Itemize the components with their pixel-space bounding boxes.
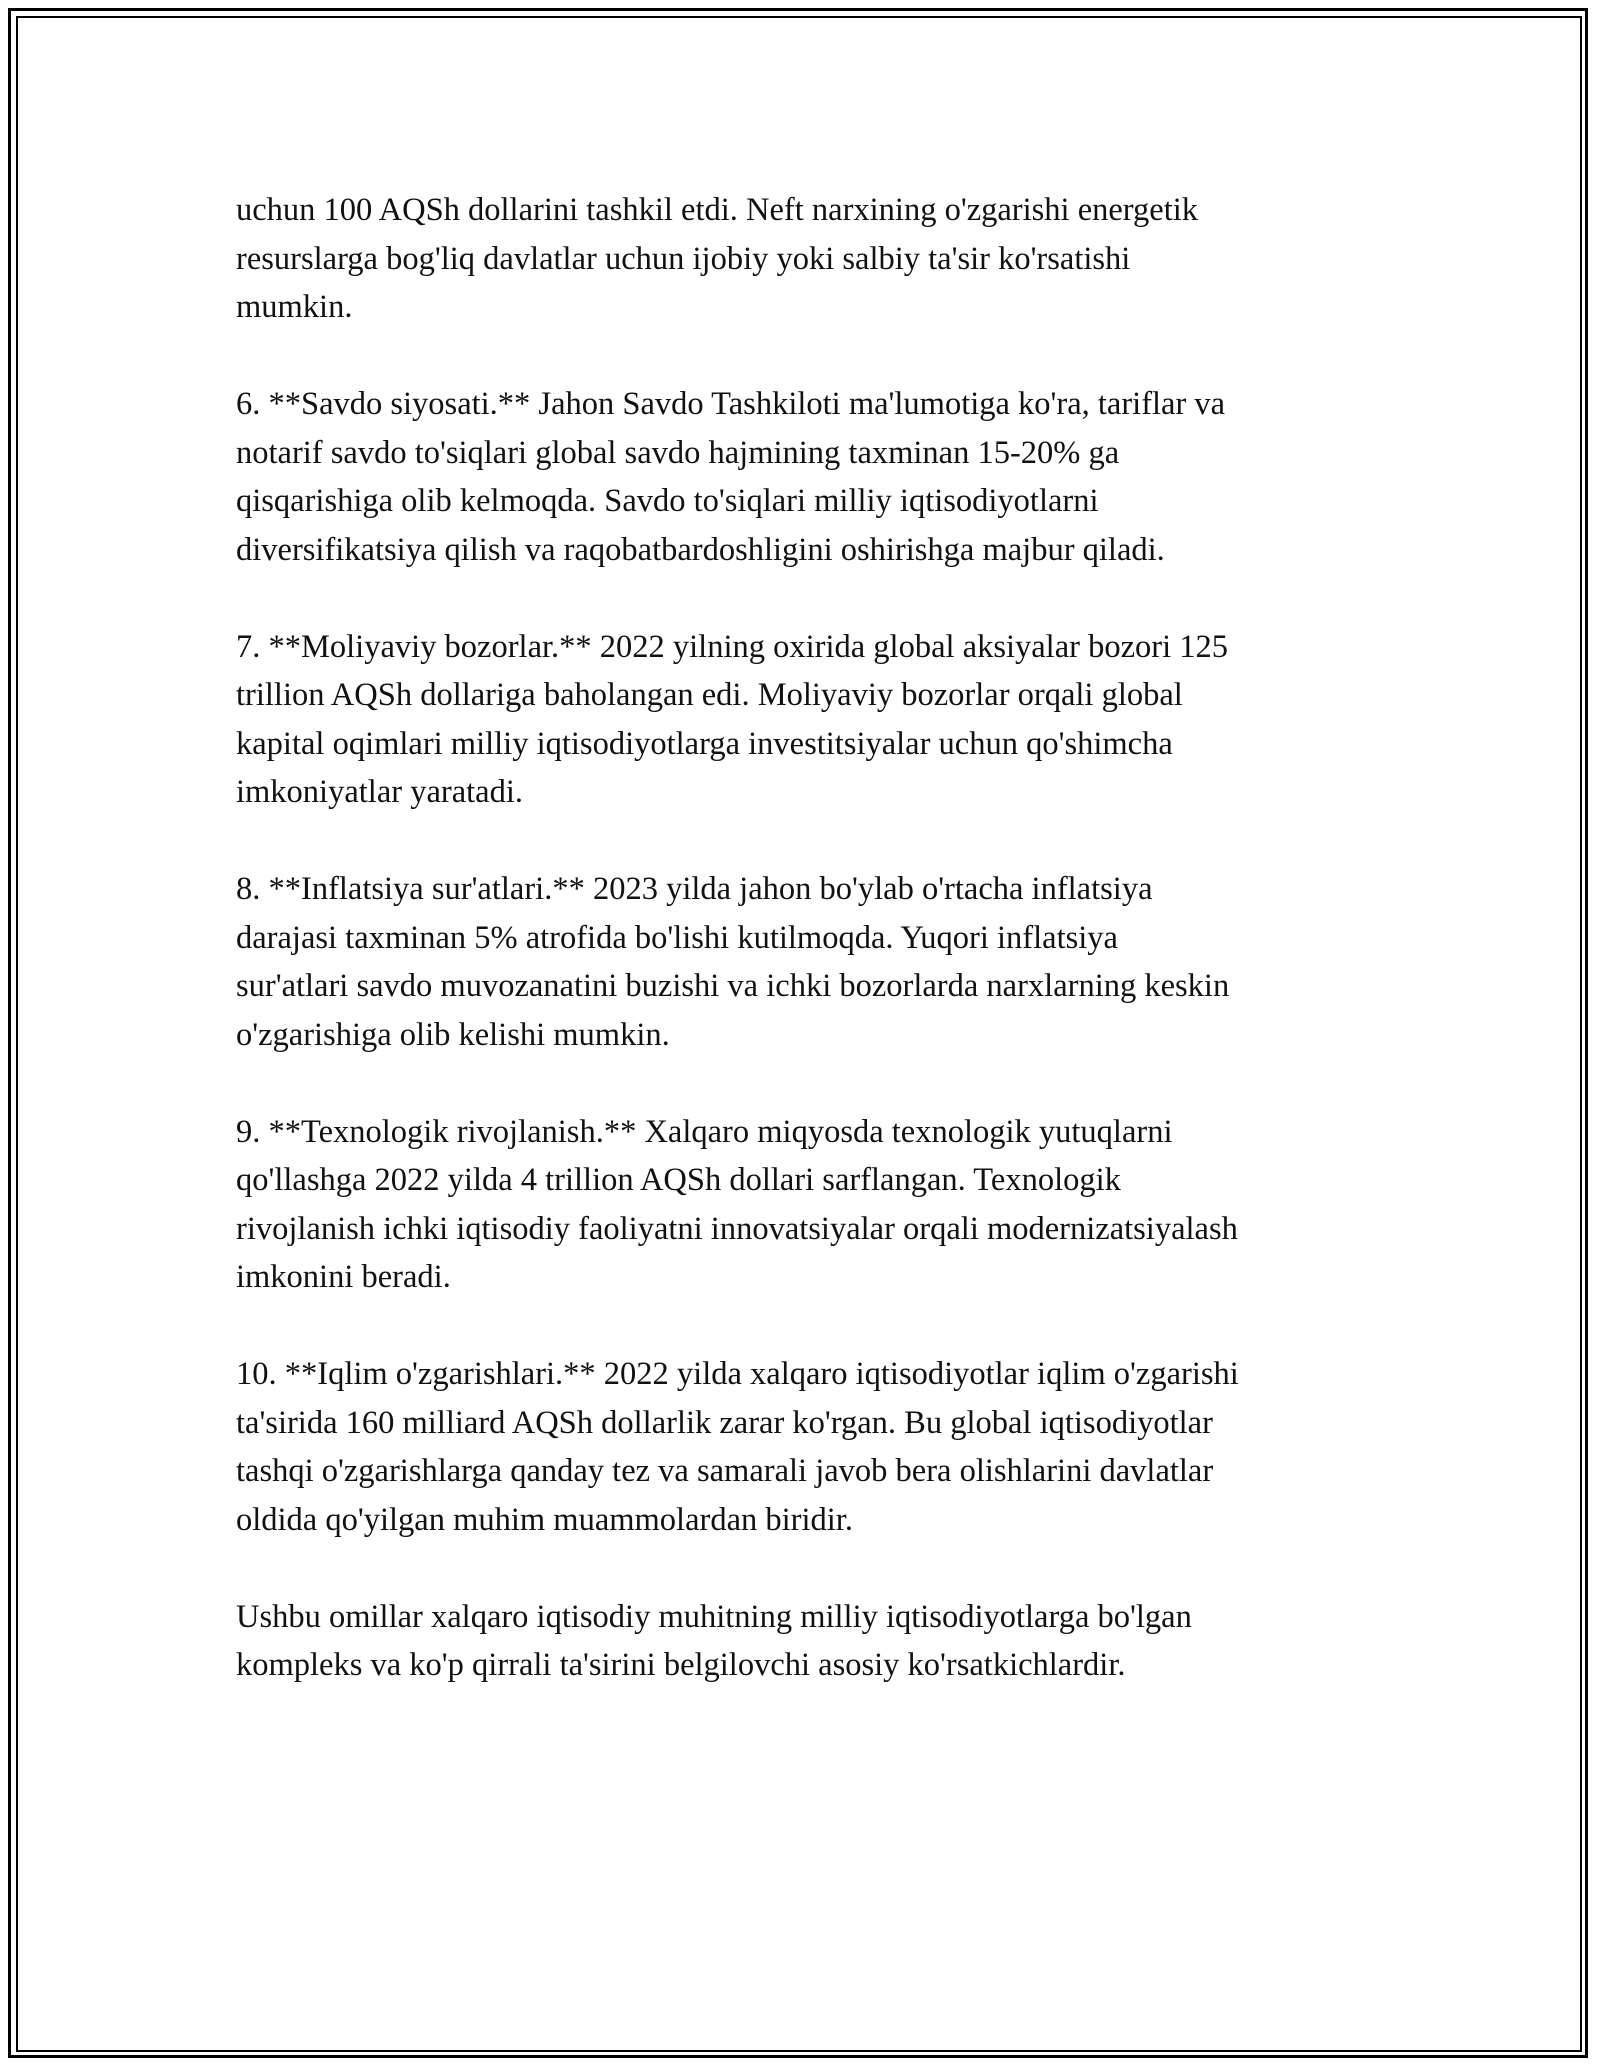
paragraph-technological-development: 9. **Texnologik rivojlanish.** Xalqaro miqyosda texnologik yutuqlarni qo'llashga 2022 yilda 4 trillion AQSh dollari sarflangan. Texnologik rivojlanish ichki iqtisodiy faoliyatni innovatsiyalar orqali modernizatsiyalash imkonini beradi. bbox=[236, 1113, 1238, 1295]
paragraph-climate-change: 10. **Iqlim o'zgarishlari.** 2022 yilda xalqaro iqtisodiyotlar iqlim o'zgarishi ta'sirida 160 milliard AQSh dollarlik zarar ko'rgan. Bu global iqtisodiyotlar tashqi o'zgarishlarga qanday tez va samarali javob bera olishlarini davlatlar oldida qo'yilgan muhim muammolardan biridir. bbox=[236, 1356, 1239, 1538]
paragraph-inflation-rates: 8. **Inflatsiya sur'atlari.** 2023 yilda jahon bo'ylab o'rtacha inflatsiya darajasi taxminan 5% atrofida bo'lishi kutilmoqda. Yuqori inflatsiya sur'atlari savdo muvozanatini buzishi va ichki bozorlarda narxlarning keskin o'zgarishiga olib kelishi mumkin. bbox=[236, 871, 1230, 1053]
paragraph-trade-policy: 6. **Savdo siyosati.** Jahon Savdo Tashkiloti ma'lumotiga ko'ra, tariflar va notarif savdo to'siqlari global savdo hajmining taxminan 15-20% ga qisqarishiga olib kelmoqda. Savdo to'siqlari milliy iqtisodiyotlarni diversifikatsiya qilish va raqobatbardoshligini oshirishga majbur qiladi. bbox=[236, 386, 1226, 568]
paragraph-financial-markets: 7. **Moliyaviy bozorlar.** 2022 yilning oxirida global aksiyalar bozori 125 trillion AQSh dollariga baholangan edi. Moliyaviy bozorlar orqali global kapital oqimlari milliy iqtisodiyotlarga investitsiyalar uchun qo'shimcha imkoniyatlar yaratadi. bbox=[236, 628, 1228, 810]
paragraph-conclusion: Ushbu omillar xalqaro iqtisodiy muhitning milliy iqtisodiyotlarga bo'lgan kompleks va ko'p qirrali ta'sirini belgilovchi asosiy ko'rsatkichlardir. bbox=[236, 1598, 1192, 1683]
paragraph-oil-price-continuation: uchun 100 AQSh dollarini tashkil etdi. Neft narxining o'zgarishi energetik resurslarga bog'liq davlatlar uchun ijobiy yoki salbiy ta'sir ko'rsatishi mumkin. bbox=[236, 192, 1199, 325]
document-body bbox=[236, 186, 1376, 1738]
